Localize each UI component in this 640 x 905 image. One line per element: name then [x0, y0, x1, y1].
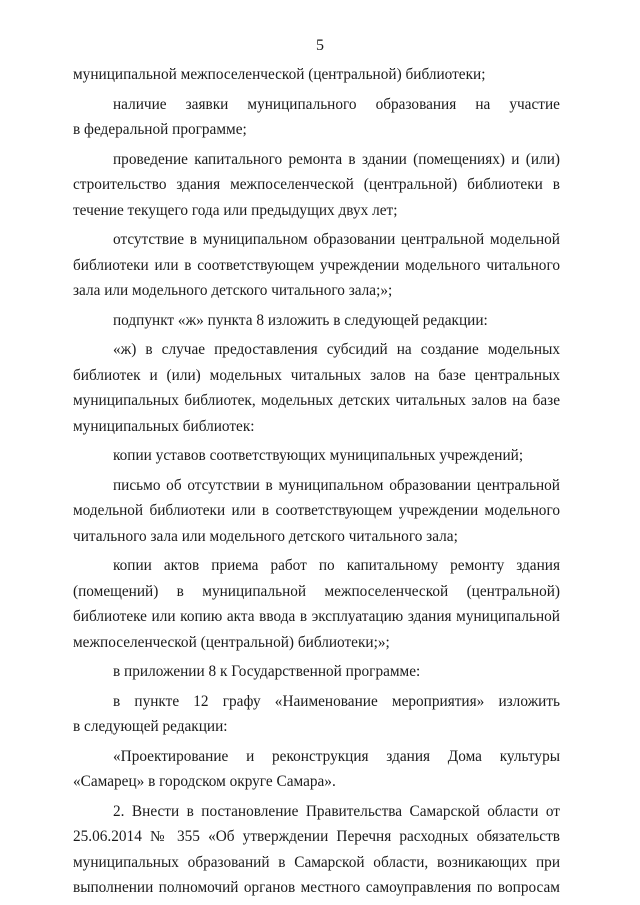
paragraph: в приложении 8 к Государственной программе:	[113, 663, 421, 680]
spread-line: в пункте 12 графу «Наименование мероприятия» изложить	[113, 692, 560, 710]
paragraph: копии уставов соответствующих муниципальных учреждений;	[113, 447, 524, 464]
paragraph: подпункт «ж» пункта 8 изложить в следующей редакции:	[113, 311, 488, 329]
paragraph: «Проектирование и реконструкция здания Дома культуры «Самарец» в городском округе Самара».	[73, 747, 560, 790]
paragraph: «ж) в случае предоставления субсидий на создание модельных библиотек и (или) модельных читальных залов на базе центральных муниципальных библиотек, модельных детских читальных залов на базе муниципальных библиотек:	[73, 341, 560, 435]
paragraph: письмо об отсутствии в муниципальном образовании центральной модельной библиотеки или в соответствующем учреждении модельного читального зала или модельного детского читального зала;	[73, 476, 560, 545]
spread-line: наличие заявки муниципального образования на участие	[113, 95, 560, 113]
page-number: 5	[316, 37, 324, 54]
paragraph: отсутствие в муниципальном образовании центральной модельной библиотеки или в соответствующем учреждении модельного читального зала или модельного детского читального зала;»;	[73, 231, 560, 299]
document-body	[73, 62, 560, 901]
paragraph: 2. Внести в постановление Правительства Самарской области от 25.06.2014 № 355 «Об утверждении Перечня расходных обязательств муниципальных образований в Самарской области, возникающих при выполнении полномочий органов местного самоуправления по вопросам	[73, 802, 560, 896]
paragraph: проведение капитального ремонта в здании (помещениях) и (или) строительство здания межпоселенческой (центральной) библиотеки в течение текущего года или предыдущих двух лет;	[73, 150, 560, 219]
paragraph: наличие заявки муниципального образования на участие в федеральной программе;	[73, 92, 560, 143]
paragraph: в пункте 12 графу «Наименование мероприятия» изложить в следующей редакции:	[73, 689, 560, 740]
paragraph: копии актов приема работ по капитальному ремонту здания (помещений) в муниципальной межпоселенческой (центральной) библиотеке или копию акта ввода в эксплуатацию здания муниципальной межпоселенческой (центральной) библиотеки;»;	[73, 557, 560, 651]
paragraph: муниципальной межпоселенческой (центральной) библиотеки;	[73, 66, 486, 83]
